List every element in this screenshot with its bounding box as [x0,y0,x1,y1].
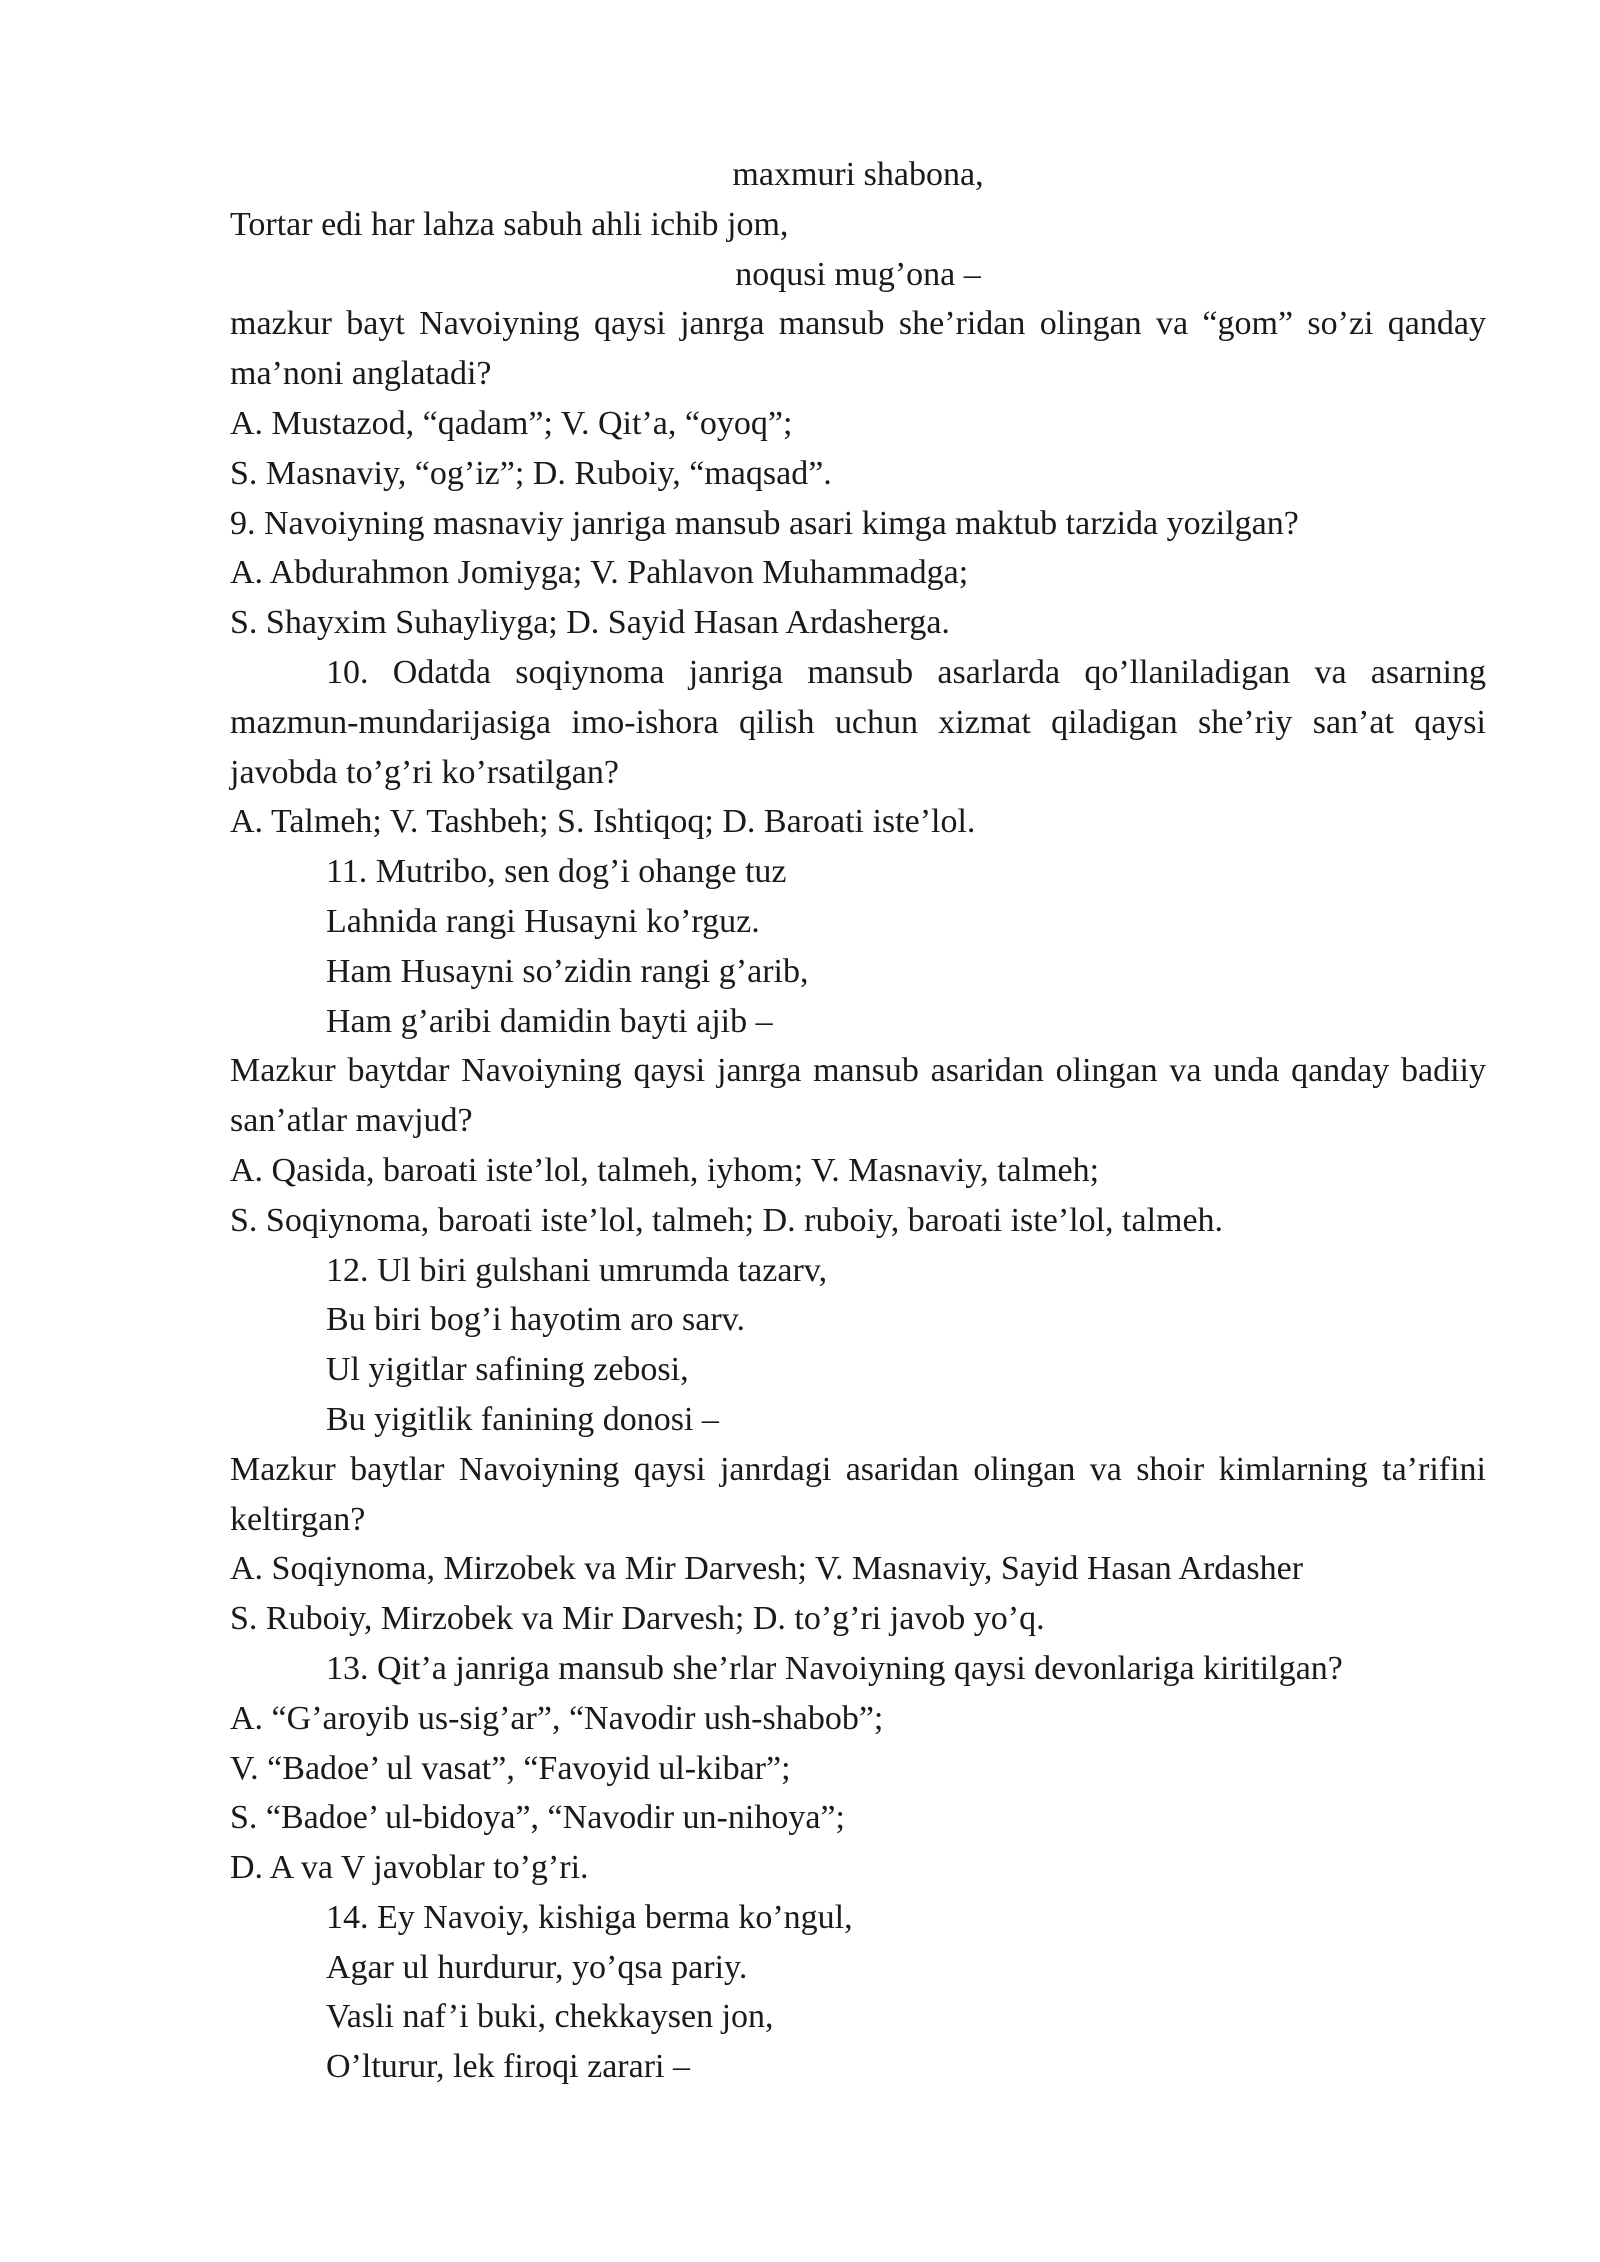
answer-options: A. Mustazod, “qadam”; V. Qit’a, “oyoq”; [230,404,793,442]
question-paragraph: Mazkur baytdar Navoiyning qaysi janrga mansub asaridan olingan va unda qanday badiiy san’atlar mavjud? [230,1052,1486,1140]
question-11-verse: 11. Mutribo, sen dog’i ohange tuz [326,853,787,891]
verse-line: maxmuri shabona, [732,156,984,193]
verse-line: Ul yigitlar safining zebosi, [326,1351,689,1389]
answer-options: A. Qasida, baroati iste’lol, talmeh, iyhom; V. Masnaviy, talmeh; [230,1151,1100,1189]
answer-options: A. Talmeh; V. Tashbeh; S. Ishtiqoq; D. Baroati iste’lol. [230,803,976,841]
question-10: 10. Odatda soqiynoma janriga mansub asarlarda qo’llaniladigan va asarning mazmun-mundarijasiga imo-ishora qilish uchun xizmat qiladigan she’riy san’at qaysi javobda to’g’ri ko’rsatilgan? [230,653,1486,791]
answer-options: S. Shayxim Suhayliyga; D. Sayid Hasan Ardasherga. [230,604,950,642]
verse-line: O’lturur, lek firoqi zarari – [326,2048,690,2086]
answer-option: S. “Badoe’ ul-bidoya”, “Navodir un-nihoya”; [230,1799,845,1837]
answer-option: A. “G’aroyib us-sig’ar”, “Navodir ush-shabob”; [230,1699,884,1737]
verse-line: noqusi mug’ona – [735,255,981,293]
answer-options: A. Soqiynoma, Mirzobek va Mir Darvesh; V. Masnaviy, Sayid Hasan Ardasher [230,1550,1304,1588]
answer-option: D. A va V javoblar to’g’ri. [230,1849,589,1887]
verse-line: Vasli naf’i buki, chekkaysen jon, [326,1998,774,2036]
answer-options: A. Abdurahmon Jomiyga; V. Pahlavon Muhammadga; [230,554,969,592]
verse-line: Lahnida rangi Husayni ko’rguz. [326,902,760,940]
verse-line: Ham g’aribi damidin bayti ajib – [326,1002,773,1040]
verse-line: Ham Husayni so’zidin rangi g’arib, [326,952,809,990]
answer-options: S. Soqiynoma, baroati iste’lol, talmeh; D. ruboiy, baroati iste’lol, talmeh. [230,1201,1224,1239]
question-14-verse: 14. Ey Navoiy, kishiga berma ko’ngul, [326,1898,853,1936]
verse-line: Agar ul hurdurur, yo’qsa pariy. [326,1948,748,1986]
question-12-verse: 12. Ul biri gulshani umrumda tazarv, [326,1251,828,1289]
answer-options: S. Ruboiy, Mirzobek va Mir Darvesh; D. to’g’ri javob yo’q. [230,1600,1045,1638]
question-paragraph: mazkur bayt Navoiyning qaysi janrga mansub she’ridan olingan va “gom” so’zi qanday ma’noni anglatadi? [230,305,1486,393]
answer-option: V. “Badoe’ ul vasat”, “Favoyid ul-kibar”; [230,1749,791,1787]
verse-line: Bu yigitlik fanining donosi – [326,1400,719,1438]
verse-line: Bu biri bog’i hayotim aro sarv. [326,1301,745,1339]
verse-line: Tortar edi har lahza sabuh ahli ichib jom, [230,205,789,243]
answer-options: S. Masnaviy, “og’iz”; D. Ruboiy, “maqsad”. [230,454,832,492]
question-paragraph: Mazkur baytlar Navoiyning qaysi janrdagi asaridan olingan va shoir kimlarning ta’rifini keltirgan? [230,1450,1486,1538]
question-13: 13. Qit’a janriga mansub she’rlar Navoiyning qaysi devonlariga kiritilgan? [326,1649,1343,1687]
question-9: 9. Navoiyning masnaviy janriga mansub asari kimga maktub tarzida yozilgan? [230,504,1299,542]
page-text [230,150,1486,2092]
